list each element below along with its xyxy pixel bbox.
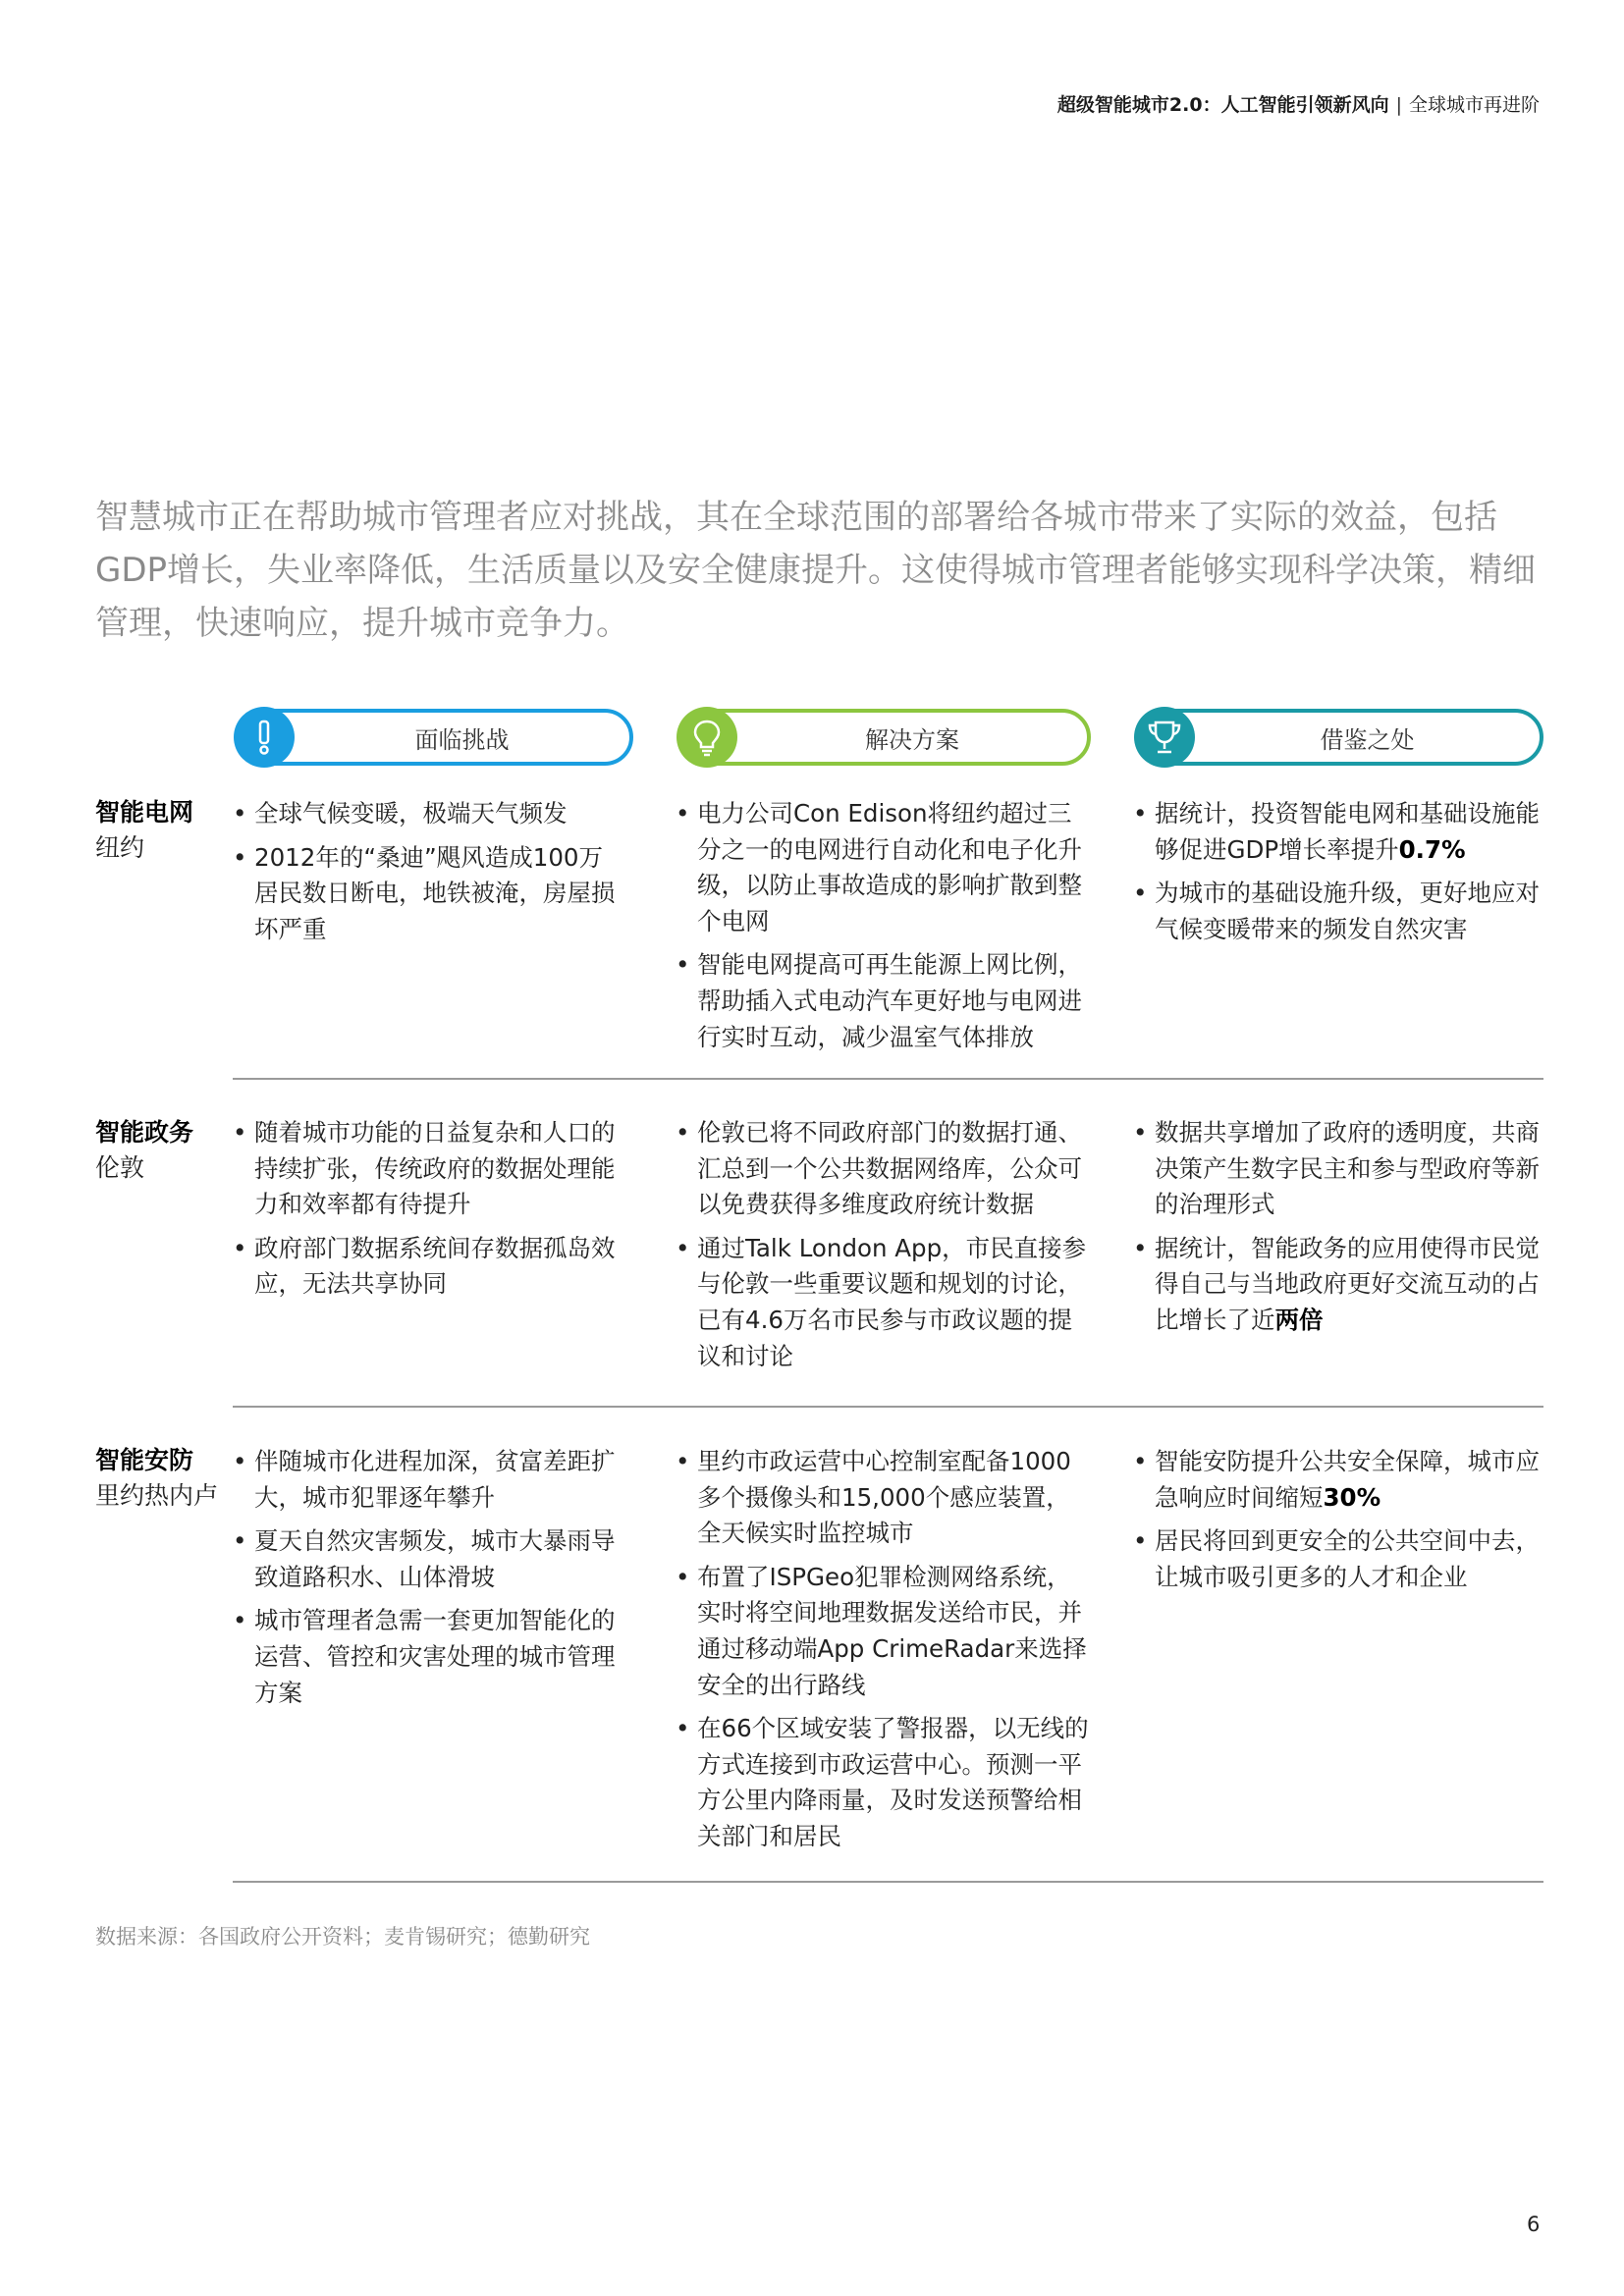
list-item: • 居民将回到更安全的公共空间中去，让城市吸引更多的人才和企业 — [1133, 1523, 1543, 1595]
list-item: • 全球气候变暖，极端天气频发 — [233, 796, 621, 832]
row-city: 里约热内卢 — [95, 1481, 219, 1510]
list-item: • 布置了ISPGeo犯罪检测网络系统，实时将空间地理数据发送给市民，并通过移动端App CrimeRadar来选择安全的出行路线 — [676, 1560, 1090, 1703]
header-subtitle: 全球城市再进阶 — [1408, 94, 1540, 116]
list-item: • 据统计，智能政务的应用使得市民觉得自己与当地政府更好交流互动的占比增长了近两倍 — [1133, 1231, 1543, 1339]
source-note: 数据来源：各国政府公开资料；麦肯锡研究；德勤研究 — [95, 1925, 590, 1949]
exclamation-icon — [234, 707, 295, 768]
list-item: • 里约市政运营中心控制室配备1000多个摄像头和15,000个感应装置，全天候实时监控城市 — [676, 1444, 1090, 1552]
list-item: • 据统计，投资智能电网和基础设施能够促进GDP增长率提升0.7% — [1133, 796, 1543, 868]
pill-challenge — [236, 709, 633, 766]
challenge-list — [233, 1115, 621, 1310]
list-item: • 伦敦已将不同政府部门的数据打通、汇总到一个公共数据网络库，公众可以免费获得多维度政府统计数据 — [676, 1115, 1090, 1223]
pill-solution — [678, 709, 1091, 766]
row-divider — [233, 1881, 1543, 1883]
row-label-smart-government — [95, 1115, 193, 1186]
list-item: • 城市管理者急需一套更加智能化的运营、管控和灾害处理的城市管理方案 — [233, 1603, 621, 1711]
list-item: • 夏天自然灾害频发，城市大暴雨导致道路积水、山体滑坡 — [233, 1523, 621, 1595]
running-header — [1057, 90, 1540, 117]
list-item: • 随着城市功能的日益复杂和人口的持续扩张，传统政府的数据处理能力和效率都有待提升 — [233, 1115, 621, 1223]
highlight-value: 0.7% — [1398, 834, 1466, 864]
list-item: • 政府部门数据系统间存数据孤岛效应，无法共享协同 — [233, 1231, 621, 1303]
highlight-value: 30% — [1323, 1482, 1381, 1512]
row-title: 智能电网 — [95, 798, 194, 827]
lesson-list — [1133, 1444, 1543, 1603]
list-item: • 为城市的基础设施升级，更好地应对气候变暖带来的频发自然灾害 — [1133, 876, 1543, 947]
lesson-list — [1133, 1115, 1543, 1347]
header-separator: | — [1395, 94, 1402, 116]
challenge-list — [233, 1444, 621, 1719]
lightbulb-icon — [677, 707, 737, 768]
trophy-icon — [1134, 707, 1195, 768]
solution-list — [676, 796, 1090, 1063]
list-item: • 智能安防提升公共安全保障，城市应急响应时间缩短30% — [1133, 1444, 1543, 1516]
pill-label-lesson: 借鉴之处 — [1320, 725, 1415, 754]
row-city: 伦敦 — [95, 1153, 145, 1182]
list-item: • 伴随城市化进程加深，贫富差距扩大，城市犯罪逐年攀升 — [233, 1444, 621, 1516]
row-label-smart-security — [95, 1443, 218, 1514]
list-item: • 在66个区域安装了警报器，以无线的方式连接到市政运营中心。预测一平方公里内降雨量，及时发送预警给相关部门和居民 — [676, 1711, 1090, 1854]
pill-label-solution: 解决方案 — [865, 725, 959, 754]
row-divider — [233, 1078, 1543, 1080]
list-item: • 电力公司Con Edison将纽约超过三分之一的电网进行自动化和电子化升级，以防止事故造成的影响扩散到整个电网 — [676, 796, 1090, 939]
intro-paragraph: 智慧城市正在帮助城市管理者应对挑战，其在全球范围的部署给各城市带来了实际的效益，包括GDP增长，失业率降低，生活质量以及安全健康提升。这使得城市管理者能够实现科学决策，精细管理，快速响应，提升城市竞争力。 — [95, 498, 1537, 643]
list-item: • 通过Talk London App，市民直接参与伦敦一些重要议题和规划的讨论，已有4.6万名市民参与市政议题的提议和讨论 — [676, 1231, 1090, 1374]
row-title: 智能政务 — [95, 1118, 194, 1147]
pill-lesson — [1136, 709, 1543, 766]
list-item: • 智能电网提高可再生能源上网比例，帮助插入式电动汽车更好地与电网进行实时互动，减少温室气体排放 — [676, 947, 1090, 1055]
lesson-list — [1133, 796, 1543, 955]
header-title: 超级智能城市2.0：人工智能引领新风向 — [1056, 94, 1389, 116]
pill-label-challenge: 面临挑战 — [414, 725, 510, 754]
list-item: • 2012年的“桑迪”飓风造成100万居民数日断电，地铁被淹，房屋损坏严重 — [233, 840, 621, 948]
solution-list — [676, 1115, 1090, 1382]
row-divider — [233, 1406, 1543, 1408]
row-city: 纽约 — [95, 833, 145, 862]
list-item: • 数据共享增加了政府的透明度，共商决策产生数字民主和参与型政府等新的治理形式 — [1133, 1115, 1543, 1223]
solution-list — [676, 1444, 1090, 1863]
page-number: 6 — [1527, 2213, 1541, 2236]
challenge-list — [233, 796, 621, 955]
highlight-value: 两倍 — [1274, 1305, 1324, 1334]
row-label-smart-grid — [95, 795, 193, 866]
row-title: 智能安防 — [95, 1446, 194, 1474]
